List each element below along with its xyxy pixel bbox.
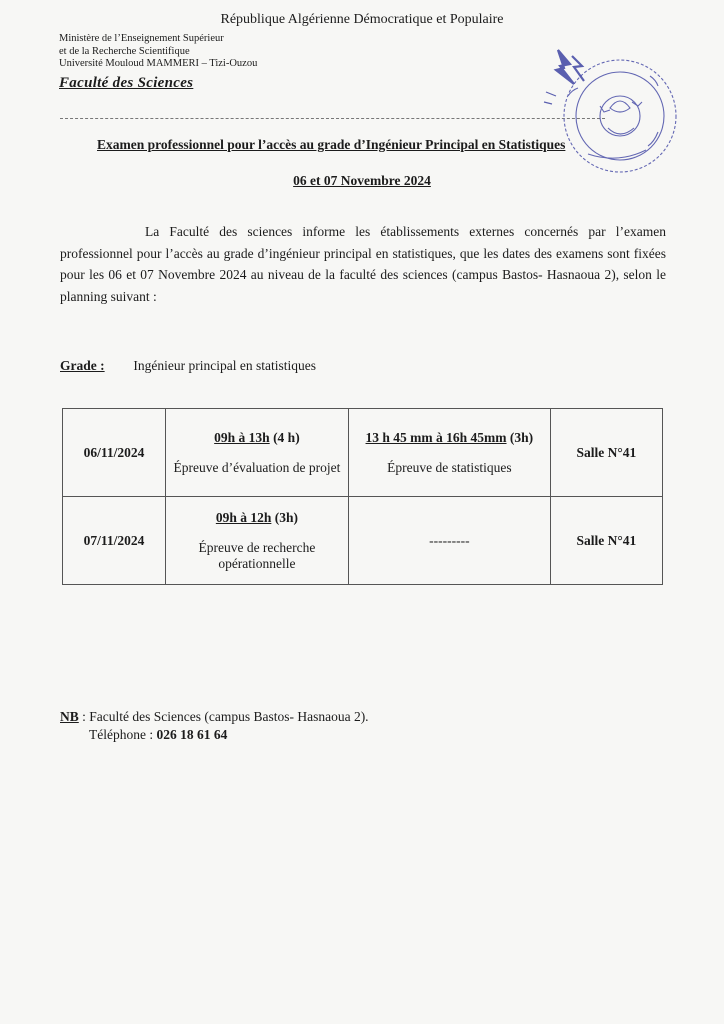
phone-number: 026 18 61 64 — [156, 727, 228, 742]
faculty-name: Faculté des Sciences — [59, 75, 194, 91]
date-cell: 06/11/2024 — [63, 409, 166, 497]
exam-name: Épreuve de recherche opérationnelle — [198, 539, 316, 571]
table-row — [63, 409, 663, 497]
intro-paragraph: La Faculté des sciences informe les établissements externes concernés par l’examen professionnel pour l’accès au grade d’ingénieur principal en statistiques, que les dates des examens sont fixées pour les 06 et 07 Novembre 2024 au niveau de la faculté des sciences (campus Bastos- Hasnaoua 2), selon le planning suivant : — [60, 224, 666, 304]
phone-line — [60, 726, 369, 744]
university-name: Université Mouloud MAMMERI – Tizi-Ouzou — [59, 58, 258, 69]
grade-value: Ingénieur principal en statistiques — [133, 358, 316, 373]
table-row — [63, 497, 663, 585]
afternoon-slot-cell — [348, 409, 550, 497]
nb-label: NB — [60, 709, 79, 724]
exam-name: Épreuve d’évaluation de projet — [173, 459, 341, 475]
slot-time: 13 h 45 mm à 16h 45mm (3h) — [365, 429, 534, 445]
grade-label: Grade : — [60, 358, 105, 373]
morning-slot-cell — [166, 497, 349, 585]
slot-time: 09h à 12h (3h) — [215, 509, 298, 525]
date-cell: 07/11/2024 — [63, 497, 166, 585]
republic-heading: République Algérienne Démocratique et Populaire — [220, 12, 504, 27]
ministry-line-1: Ministère de l’Enseignement Supérieur — [59, 33, 224, 44]
nb-line — [60, 708, 369, 726]
header-divider — [60, 118, 605, 119]
room-cell: Salle N°41 — [550, 409, 662, 497]
phone-label: Téléphone : — [89, 727, 154, 742]
exam-name: Épreuve de statistiques — [387, 459, 512, 475]
grade-line — [60, 358, 316, 374]
exam-schedule-table — [62, 408, 663, 585]
exam-dates-heading: 06 et 07 Novembre 2024 — [293, 173, 431, 188]
nota-bene — [60, 708, 369, 744]
institution-block — [59, 33, 257, 71]
slot-time: 09h à 13h (4 h) — [214, 429, 300, 445]
afternoon-slot-cell — [348, 497, 550, 585]
room-cell: Salle N°41 — [550, 497, 662, 585]
ministry-line-2: et de la Recherche Scientifique — [59, 45, 190, 57]
morning-slot-cell — [166, 409, 349, 497]
nb-text: : Faculté des Sciences (campus Bastos- Hasnaoua 2). — [82, 709, 369, 724]
empty-slot: --------- — [429, 532, 470, 548]
official-stamp-icon — [538, 36, 678, 184]
exam-title: Examen professionnel pour l’accès au grade d’Ingénieur Principal en Statistiques — [97, 137, 566, 152]
